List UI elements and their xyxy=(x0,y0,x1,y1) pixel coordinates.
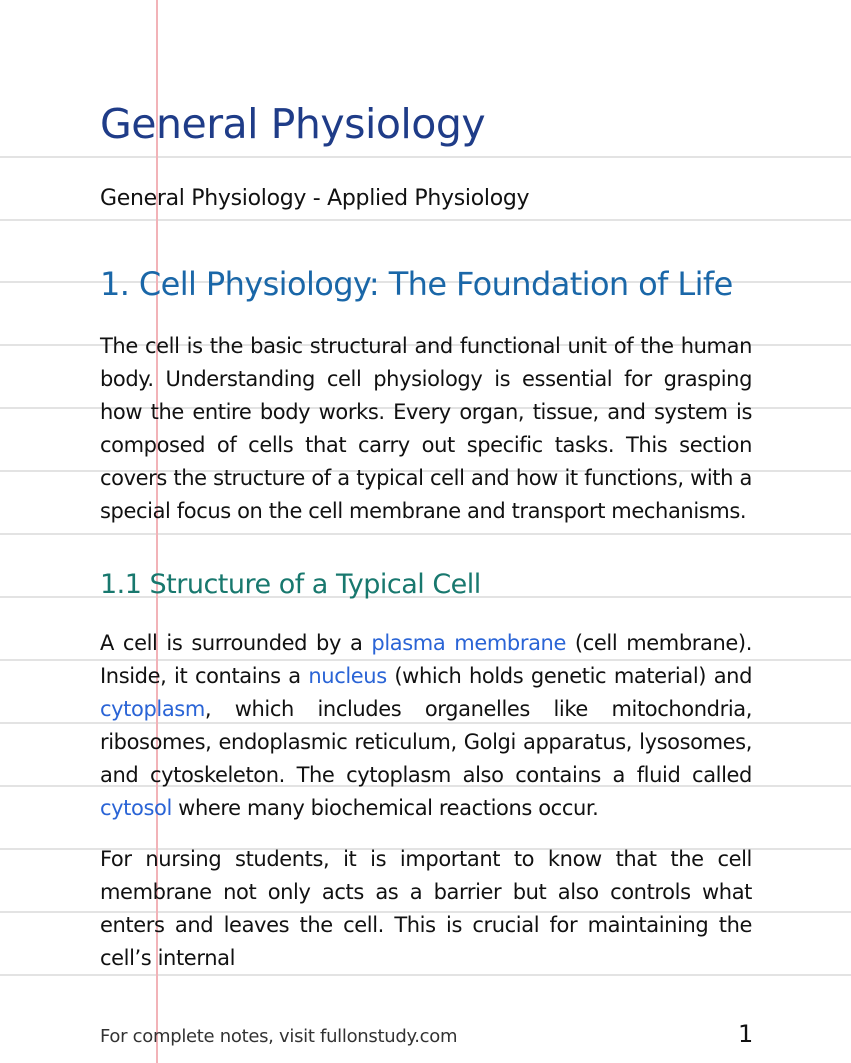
page-number: 1 xyxy=(738,1020,754,1048)
term-cytosol: cytosol xyxy=(100,796,172,820)
footer-link[interactable]: For complete notes, visit fullonstudy.com xyxy=(100,1026,458,1047)
paragraph-text: where many biochemical reactions occur. xyxy=(171,796,599,820)
term-cytoplasm: cytoplasm xyxy=(100,697,205,721)
paragraph-text: (cell membrane). Inside, it contains a xyxy=(100,631,752,688)
rule-line xyxy=(0,219,851,221)
nursing-students-paragraph: For nursing students, it is important to know that the cell membrane not only acts as a barrier but also controls what enters and leaves the cell. This is crucial for maintaining the cell’s internal xyxy=(100,847,752,970)
rule-line xyxy=(0,533,851,535)
rule-line xyxy=(0,156,851,158)
paragraph-text: (which holds genetic material) and xyxy=(386,664,752,688)
paragraph-text: , which includes organelles like mitochondria, ribosomes, endoplasmic reticulum, Golgi apparatus, lysosomes, and cytoskeleton. The cytoplasm also contains a fluid called xyxy=(100,697,752,787)
cell-structure-paragraph xyxy=(100,627,752,825)
section-1-paragraph: The cell is the basic structural and functional unit of the human body. Understanding cell physiology is essential for grasping how the entire body works. Every organ, tissue, and system is composed of cells that carry out specific tasks. This section covers the structure of a typical cell and how it functions, with a special focus on the cell membrane and transport mechanisms. xyxy=(100,334,752,523)
term-nucleus: nucleus xyxy=(308,664,387,688)
section-1-1-heading: 1.1 Structure of a Typical Cell xyxy=(100,569,481,600)
paragraph-text: A cell is surrounded by a xyxy=(100,631,372,655)
section-1-heading: 1. Cell Physiology: The Foundation of Life xyxy=(100,265,733,303)
document-subtitle: General Physiology - Applied Physiology xyxy=(100,186,530,211)
term-plasma-membrane: plasma membrane xyxy=(371,631,566,655)
document-title: General Physiology xyxy=(100,100,486,148)
